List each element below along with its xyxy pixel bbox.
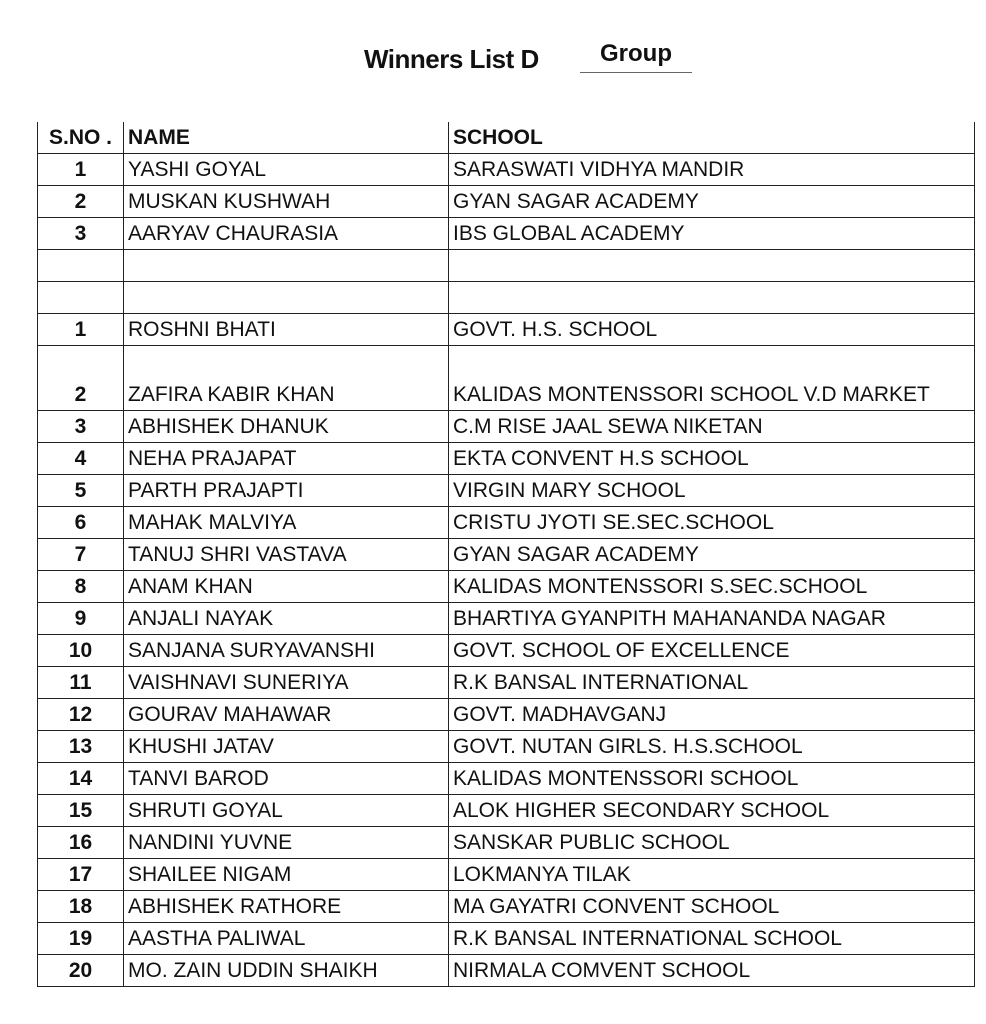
table-row xyxy=(38,282,975,314)
cell-name xyxy=(124,282,449,314)
cell-sno: 19 xyxy=(38,923,124,955)
table-row xyxy=(38,955,975,987)
cell-school: R.K BANSAL INTERNATIONAL SCHOOL xyxy=(449,923,975,955)
cell-sno: 2 xyxy=(38,186,124,218)
cell-sno: 8 xyxy=(38,571,124,603)
cell-school: GOVT. NUTAN GIRLS. H.S.SCHOOL xyxy=(449,731,975,763)
cell-school: R.K BANSAL INTERNATIONAL xyxy=(449,667,975,699)
cell-sno: 12 xyxy=(38,699,124,731)
cell-name: KHUSHI JATAV xyxy=(124,731,449,763)
table-row xyxy=(38,507,975,539)
table-row xyxy=(38,891,975,923)
cell-sno: 20 xyxy=(38,955,124,987)
cell-school: SANSKAR PUBLIC SCHOOL xyxy=(449,827,975,859)
cell-school: C.M RISE JAAL SEWA NIKETAN xyxy=(449,411,975,443)
cell-sno xyxy=(38,282,124,314)
cell-name: SHRUTI GOYAL xyxy=(124,795,449,827)
cell-sno: 7 xyxy=(38,539,124,571)
cell-name: ABHISHEK DHANUK xyxy=(124,411,449,443)
table-row xyxy=(38,250,975,282)
cell-name: MO. ZAIN UDDIN SHAIKH xyxy=(124,955,449,987)
cell-school: MA GAYATRI CONVENT SCHOOL xyxy=(449,891,975,923)
cell-school: ALOK HIGHER SECONDARY SCHOOL xyxy=(449,795,975,827)
cell-school: CRISTU JYOTI SE.SEC.SCHOOL xyxy=(449,507,975,539)
cell-sno: 13 xyxy=(38,731,124,763)
cell-name: ROSHNI BHATI xyxy=(124,314,449,346)
title-main: Winners List D xyxy=(364,44,539,74)
cell-sno: 3 xyxy=(38,218,124,250)
table-row xyxy=(38,411,975,443)
cell-school: EKTA CONVENT H.S SCHOOL xyxy=(449,443,975,475)
cell-school xyxy=(449,282,975,314)
table-row xyxy=(38,699,975,731)
cell-sno: 15 xyxy=(38,795,124,827)
table-row xyxy=(38,667,975,699)
table-row xyxy=(38,859,975,891)
table-row xyxy=(38,923,975,955)
cell-school: VIRGIN MARY SCHOOL xyxy=(449,475,975,507)
cell-school: SARASWATI VIDHYA MANDIR xyxy=(449,154,975,186)
cell-sno: 10 xyxy=(38,635,124,667)
cell-name: AARYAV CHAURASIA xyxy=(124,218,449,250)
cell-school: NIRMALA COMVENT SCHOOL xyxy=(449,955,975,987)
cell-sno: 9 xyxy=(38,603,124,635)
cell-name: VAISHNAVI SUNERIYA xyxy=(124,667,449,699)
cell-school: GOVT. H.S. SCHOOL xyxy=(449,314,975,346)
cell-school: GYAN SAGAR ACADEMY xyxy=(449,539,975,571)
table-row xyxy=(38,475,975,507)
cell-sno: 1 xyxy=(38,154,124,186)
cell-name: PARTH PRAJAPTI xyxy=(124,475,449,507)
cell-name: ANAM KHAN xyxy=(124,571,449,603)
table-row xyxy=(38,635,975,667)
cell-sno: 2 xyxy=(38,346,124,411)
cell-name: SHAILEE NIGAM xyxy=(124,859,449,891)
cell-name: GOURAV MAHAWAR xyxy=(124,699,449,731)
cell-school: BHARTIYA GYANPITH MAHANANDA NAGAR xyxy=(449,603,975,635)
cell-school xyxy=(449,250,975,282)
table-row xyxy=(38,603,975,635)
table-row xyxy=(38,795,975,827)
cell-sno: 14 xyxy=(38,763,124,795)
table-row xyxy=(38,539,975,571)
table-row xyxy=(38,763,975,795)
cell-sno: 6 xyxy=(38,507,124,539)
table-header-row xyxy=(38,122,975,154)
cell-sno: 4 xyxy=(38,443,124,475)
cell-name: TANVI BAROD xyxy=(124,763,449,795)
cell-school: GOVT. MADHAVGANJ xyxy=(449,699,975,731)
cell-name: YASHI GOYAL xyxy=(124,154,449,186)
cell-name: MAHAK MALVIYA xyxy=(124,507,449,539)
table-row xyxy=(38,154,975,186)
cell-school: GYAN SAGAR ACADEMY xyxy=(449,186,975,218)
cell-sno: 17 xyxy=(38,859,124,891)
cell-name: ZAFIRA KABIR KHAN xyxy=(124,346,449,411)
cell-sno: 18 xyxy=(38,891,124,923)
cell-sno xyxy=(38,250,124,282)
cell-sno: 3 xyxy=(38,411,124,443)
title-group: Group xyxy=(580,40,692,73)
table-row xyxy=(38,346,975,411)
cell-school: KALIDAS MONTENSSORI S.SEC.SCHOOL xyxy=(449,571,975,603)
cell-name: TANUJ SHRI VASTAVA xyxy=(124,539,449,571)
table-row xyxy=(38,186,975,218)
cell-school: GOVT. SCHOOL OF EXCELLENCE xyxy=(449,635,975,667)
table-row xyxy=(38,571,975,603)
winners-table xyxy=(37,122,975,987)
header-sno: S.NO . xyxy=(38,122,124,154)
cell-name: NANDINI YUVNE xyxy=(124,827,449,859)
cell-school: IBS GLOBAL ACADEMY xyxy=(449,218,975,250)
cell-name: AASTHA PALIWAL xyxy=(124,923,449,955)
table-row xyxy=(38,314,975,346)
header-school: SCHOOL xyxy=(449,122,975,154)
table-row xyxy=(38,827,975,859)
table-row xyxy=(38,731,975,763)
table-row xyxy=(38,218,975,250)
cell-school: KALIDAS MONTENSSORI SCHOOL V.D MARKET xyxy=(449,346,975,411)
cell-sno: 5 xyxy=(38,475,124,507)
table-row xyxy=(38,443,975,475)
cell-name: MUSKAN KUSHWAH xyxy=(124,186,449,218)
cell-school: KALIDAS MONTENSSORI SCHOOL xyxy=(449,763,975,795)
cell-sno: 1 xyxy=(38,314,124,346)
cell-sno: 11 xyxy=(38,667,124,699)
cell-name: SANJANA SURYAVANSHI xyxy=(124,635,449,667)
cell-school: LOKMANYA TILAK xyxy=(449,859,975,891)
cell-name xyxy=(124,250,449,282)
cell-name: ABHISHEK RATHORE xyxy=(124,891,449,923)
cell-name: ANJALI NAYAK xyxy=(124,603,449,635)
cell-sno: 16 xyxy=(38,827,124,859)
header-name: NAME xyxy=(124,122,449,154)
cell-name: NEHA PRAJAPAT xyxy=(124,443,449,475)
